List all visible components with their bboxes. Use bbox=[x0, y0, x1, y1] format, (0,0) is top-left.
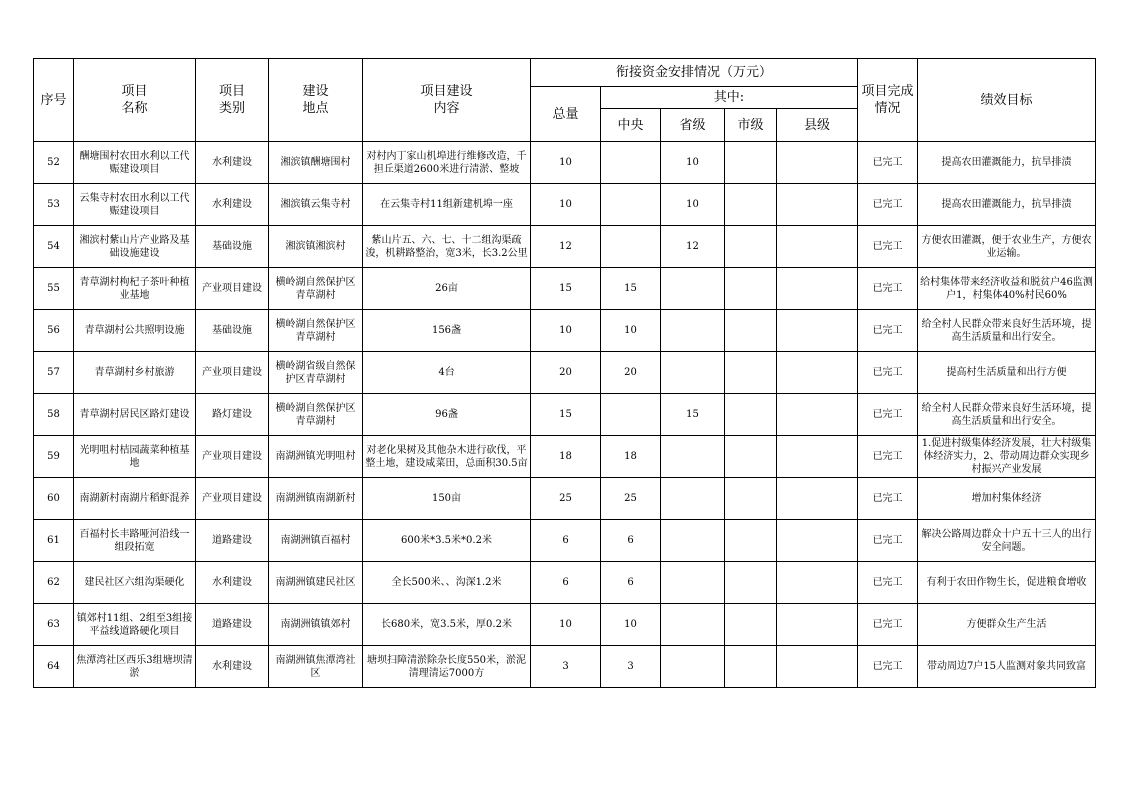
cell-central: 15 bbox=[601, 268, 661, 310]
cell-county bbox=[777, 394, 858, 436]
cell-central: 20 bbox=[601, 352, 661, 394]
cell-name: 湘滨村紫山片产业路及基础设施建设 bbox=[74, 226, 196, 268]
cell-goal: 方便群众生产生活 bbox=[918, 604, 1096, 646]
header-provincial: 省级 bbox=[661, 109, 725, 142]
table-row bbox=[34, 352, 1096, 394]
cell-name: 酬塘围村农田水利以工代赈建设项目 bbox=[74, 142, 196, 184]
header-city: 市级 bbox=[725, 109, 777, 142]
cell-location: 横岭湖自然保护区青草湖村 bbox=[269, 268, 363, 310]
cell-name: 青草湖村居民区路灯建设 bbox=[74, 394, 196, 436]
header-county: 县级 bbox=[777, 109, 858, 142]
cell-city bbox=[725, 352, 777, 394]
cell-seq: 63 bbox=[34, 604, 74, 646]
cell-name: 青草湖村公共照明设施 bbox=[74, 310, 196, 352]
cell-provincial bbox=[661, 436, 725, 478]
cell-status: 已完工 bbox=[858, 646, 918, 688]
cell-category: 水利建设 bbox=[196, 184, 269, 226]
cell-seq: 57 bbox=[34, 352, 74, 394]
cell-county bbox=[777, 352, 858, 394]
cell-status: 已完工 bbox=[858, 226, 918, 268]
table-row bbox=[34, 520, 1096, 562]
cell-total: 25 bbox=[531, 478, 601, 520]
cell-goal: 给村集体带来经济收益和脱贫户46监测户1，村集体40%村民60% bbox=[918, 268, 1096, 310]
header-goal: 绩效目标 bbox=[918, 59, 1096, 142]
cell-provincial: 10 bbox=[661, 142, 725, 184]
cell-provincial bbox=[661, 520, 725, 562]
cell-location: 横岭湖自然保护区青草湖村 bbox=[269, 394, 363, 436]
cell-total: 6 bbox=[531, 562, 601, 604]
cell-location: 南湖洲镇焦潭湾社区 bbox=[269, 646, 363, 688]
table-body bbox=[34, 142, 1096, 688]
cell-total: 10 bbox=[531, 184, 601, 226]
cell-seq: 54 bbox=[34, 226, 74, 268]
cell-status: 已完工 bbox=[858, 394, 918, 436]
header-central: 中央 bbox=[601, 109, 661, 142]
header-name: 项目 名称 bbox=[74, 59, 196, 142]
cell-category: 产业项目建设 bbox=[196, 268, 269, 310]
cell-city bbox=[725, 226, 777, 268]
cell-location: 南湖洲镇南湖新村 bbox=[269, 478, 363, 520]
table-row bbox=[34, 478, 1096, 520]
cell-name: 百福村长丰路哑河沿线一组段拓宽 bbox=[74, 520, 196, 562]
cell-county bbox=[777, 604, 858, 646]
cell-seq: 62 bbox=[34, 562, 74, 604]
cell-content: 对老化果树及其他杂木进行砍伐，平整土地，建设咸菜田，总面积30.5亩 bbox=[363, 436, 531, 478]
cell-category: 产业项目建设 bbox=[196, 352, 269, 394]
cell-county bbox=[777, 520, 858, 562]
header-funding: 衔接资金安排情况（万元） bbox=[531, 59, 858, 87]
cell-seq: 53 bbox=[34, 184, 74, 226]
cell-content: 96盏 bbox=[363, 394, 531, 436]
table-row bbox=[34, 310, 1096, 352]
cell-location: 南湖洲镇光明咀村 bbox=[269, 436, 363, 478]
cell-category: 水利建设 bbox=[196, 646, 269, 688]
cell-county bbox=[777, 478, 858, 520]
cell-content: 对村内丁家山机埠进行维修改造，千担丘渠道2600米进行清淤、整坡 bbox=[363, 142, 531, 184]
header-content: 项目建设 内容 bbox=[363, 59, 531, 142]
cell-central: 6 bbox=[601, 520, 661, 562]
cell-total: 20 bbox=[531, 352, 601, 394]
cell-content: 塘坝扫障清淤除杂长度550米，淤泥清理清运7000方 bbox=[363, 646, 531, 688]
cell-county bbox=[777, 310, 858, 352]
header-total: 总量 bbox=[531, 87, 601, 142]
cell-city bbox=[725, 562, 777, 604]
cell-total: 15 bbox=[531, 394, 601, 436]
cell-city bbox=[725, 310, 777, 352]
cell-total: 12 bbox=[531, 226, 601, 268]
cell-total: 10 bbox=[531, 604, 601, 646]
cell-city bbox=[725, 142, 777, 184]
cell-status: 已完工 bbox=[858, 436, 918, 478]
cell-name: 光明咀村桔园蔬菜种植基地 bbox=[74, 436, 196, 478]
cell-provincial bbox=[661, 352, 725, 394]
cell-seq: 55 bbox=[34, 268, 74, 310]
header-category: 项目 类别 bbox=[196, 59, 269, 142]
table-row bbox=[34, 562, 1096, 604]
cell-total: 15 bbox=[531, 268, 601, 310]
cell-name: 云集寺村农田水利以工代赈建设项目 bbox=[74, 184, 196, 226]
table-row bbox=[34, 436, 1096, 478]
cell-seq: 52 bbox=[34, 142, 74, 184]
cell-goal: 给全村人民群众带来良好生活环境，提高生活质量和出行安全。 bbox=[918, 394, 1096, 436]
cell-provincial: 15 bbox=[661, 394, 725, 436]
cell-central: 25 bbox=[601, 478, 661, 520]
cell-central: 3 bbox=[601, 646, 661, 688]
cell-goal: 增加村集体经济 bbox=[918, 478, 1096, 520]
cell-total: 6 bbox=[531, 520, 601, 562]
cell-central bbox=[601, 142, 661, 184]
cell-goal: 方便农田灌溉，便于农业生产，方便农业运输。 bbox=[918, 226, 1096, 268]
cell-status: 已完工 bbox=[858, 310, 918, 352]
cell-total: 3 bbox=[531, 646, 601, 688]
cell-category: 产业项目建设 bbox=[196, 436, 269, 478]
table-row bbox=[34, 604, 1096, 646]
header-seq: 序号 bbox=[34, 59, 74, 142]
cell-seq: 58 bbox=[34, 394, 74, 436]
cell-county bbox=[777, 142, 858, 184]
cell-category: 道路建设 bbox=[196, 604, 269, 646]
cell-goal: 提高农田灌溉能力，抗旱排渍 bbox=[918, 142, 1096, 184]
table-row bbox=[34, 394, 1096, 436]
header-location: 建设 地点 bbox=[269, 59, 363, 142]
cell-category: 基础设施 bbox=[196, 226, 269, 268]
cell-status: 已完工 bbox=[858, 184, 918, 226]
cell-seq: 60 bbox=[34, 478, 74, 520]
cell-seq: 59 bbox=[34, 436, 74, 478]
cell-county bbox=[777, 436, 858, 478]
table-row bbox=[34, 646, 1096, 688]
cell-city bbox=[725, 646, 777, 688]
cell-content: 全长500米、、沟深1.2米 bbox=[363, 562, 531, 604]
cell-central: 18 bbox=[601, 436, 661, 478]
cell-seq: 64 bbox=[34, 646, 74, 688]
cell-location: 湘滨镇云集寺村 bbox=[269, 184, 363, 226]
cell-central: 10 bbox=[601, 310, 661, 352]
cell-central bbox=[601, 226, 661, 268]
cell-city bbox=[725, 394, 777, 436]
cell-county bbox=[777, 268, 858, 310]
cell-provincial: 12 bbox=[661, 226, 725, 268]
table-row bbox=[34, 268, 1096, 310]
cell-status: 已完工 bbox=[858, 142, 918, 184]
cell-provincial bbox=[661, 478, 725, 520]
cell-goal: 提高农田灌溉能力，抗旱排渍 bbox=[918, 184, 1096, 226]
table-row bbox=[34, 142, 1096, 184]
cell-category: 道路建设 bbox=[196, 520, 269, 562]
header-of-which: 其中: bbox=[601, 87, 858, 109]
cell-county bbox=[777, 646, 858, 688]
cell-city bbox=[725, 604, 777, 646]
cell-county bbox=[777, 226, 858, 268]
table-row bbox=[34, 184, 1096, 226]
cell-status: 已完工 bbox=[858, 562, 918, 604]
cell-provincial bbox=[661, 268, 725, 310]
cell-city bbox=[725, 268, 777, 310]
cell-total: 10 bbox=[531, 310, 601, 352]
cell-county bbox=[777, 184, 858, 226]
cell-category: 产业项目建设 bbox=[196, 478, 269, 520]
cell-content: 26亩 bbox=[363, 268, 531, 310]
cell-provincial: 10 bbox=[661, 184, 725, 226]
cell-status: 已完工 bbox=[858, 268, 918, 310]
cell-goal: 有利于农田作物生长，促进粮食增收 bbox=[918, 562, 1096, 604]
cell-goal: 解决公路周边群众十户五十三人的出行安全问题。 bbox=[918, 520, 1096, 562]
cell-location: 湘滨镇酬塘围村 bbox=[269, 142, 363, 184]
cell-location: 横岭湖自然保护区青草湖村 bbox=[269, 310, 363, 352]
cell-status: 已完工 bbox=[858, 352, 918, 394]
cell-name: 焦潭湾社区西乐3组塘坝清淤 bbox=[74, 646, 196, 688]
cell-goal: 提高村生活质量和出行方便 bbox=[918, 352, 1096, 394]
cell-goal: 带动周边7户15人监测对象共同致富 bbox=[918, 646, 1096, 688]
table-row bbox=[34, 226, 1096, 268]
cell-content: 紫山片五、六、七、十二组沟渠疏浚，机耕路整治，宽3米，长3.2公里 bbox=[363, 226, 531, 268]
cell-name: 镇郊村11组、2组至3组接平益线道路硬化项目 bbox=[74, 604, 196, 646]
cell-central: 6 bbox=[601, 562, 661, 604]
cell-content: 4台 bbox=[363, 352, 531, 394]
cell-location: 横岭湖省级自然保护区青草湖村 bbox=[269, 352, 363, 394]
cell-total: 18 bbox=[531, 436, 601, 478]
cell-goal: 1.促进村级集体经济发展，壮大村级集体经济实力，2、带动周边群众实现乡村振兴产业发展 bbox=[918, 436, 1096, 478]
cell-location: 南湖洲镇建民社区 bbox=[269, 562, 363, 604]
cell-seq: 61 bbox=[34, 520, 74, 562]
cell-location: 湘滨镇湘滨村 bbox=[269, 226, 363, 268]
cell-location: 南湖洲镇镇郊村 bbox=[269, 604, 363, 646]
table-header bbox=[34, 59, 1096, 142]
cell-seq: 56 bbox=[34, 310, 74, 352]
cell-content: 长680米，宽3.5米，厚0.2米 bbox=[363, 604, 531, 646]
cell-status: 已完工 bbox=[858, 604, 918, 646]
cell-category: 水利建设 bbox=[196, 142, 269, 184]
cell-central bbox=[601, 184, 661, 226]
project-table bbox=[33, 58, 1096, 688]
cell-category: 基础设施 bbox=[196, 310, 269, 352]
cell-content: 150亩 bbox=[363, 478, 531, 520]
cell-provincial bbox=[661, 310, 725, 352]
cell-provincial bbox=[661, 562, 725, 604]
cell-name: 青草湖村枸杞子茶叶种植业基地 bbox=[74, 268, 196, 310]
header-completion: 项目完成 情况 bbox=[858, 59, 918, 142]
cell-goal: 给全村人民群众带来良好生活环境，提高生活质量和出行安全。 bbox=[918, 310, 1096, 352]
cell-location: 南湖洲镇百福村 bbox=[269, 520, 363, 562]
cell-city bbox=[725, 478, 777, 520]
cell-city bbox=[725, 184, 777, 226]
cell-city bbox=[725, 520, 777, 562]
cell-name: 建民社区六组沟渠硬化 bbox=[74, 562, 196, 604]
cell-status: 已完工 bbox=[858, 478, 918, 520]
cell-category: 水利建设 bbox=[196, 562, 269, 604]
cell-central bbox=[601, 394, 661, 436]
cell-status: 已完工 bbox=[858, 520, 918, 562]
cell-provincial bbox=[661, 604, 725, 646]
cell-provincial bbox=[661, 646, 725, 688]
cell-central: 10 bbox=[601, 604, 661, 646]
cell-content: 在云集寺村11组新建机埠一座 bbox=[363, 184, 531, 226]
cell-county bbox=[777, 562, 858, 604]
cell-city bbox=[725, 436, 777, 478]
cell-name: 南湖新村南湖片稻虾混养 bbox=[74, 478, 196, 520]
cell-content: 600米*3.5米*0.2米 bbox=[363, 520, 531, 562]
cell-total: 10 bbox=[531, 142, 601, 184]
cell-category: 路灯建设 bbox=[196, 394, 269, 436]
cell-content: 156盏 bbox=[363, 310, 531, 352]
cell-name: 青草湖村乡村旅游 bbox=[74, 352, 196, 394]
